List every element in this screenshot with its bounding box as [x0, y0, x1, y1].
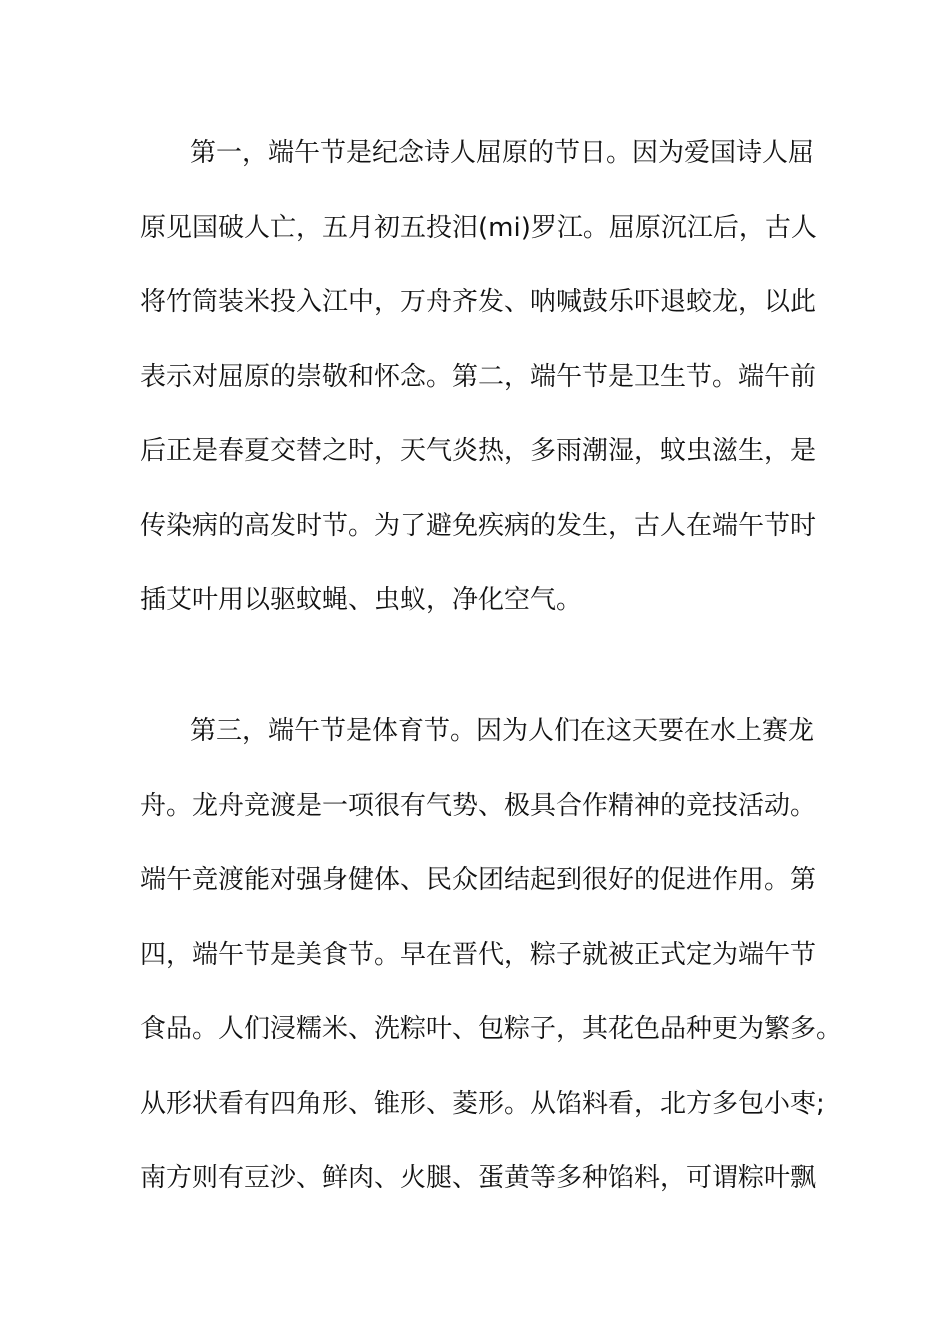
paragraph-1-line-5: 后正是春夏交替之时，天气炎热，多雨潮湿，蚊虫滋生，是: [140, 436, 817, 466]
paragraph-2-line-4: 四，端午节是美食节。早在晋代，粽子就被正式定为端午节: [140, 940, 817, 970]
paragraph-1-line-7: 插艾叶用以驱蚊蝇、虫蚁，净化空气。: [140, 585, 583, 615]
paragraph-2-line-3: 端午竞渡能对强身健体、民众团结起到很好的促进作用。第: [140, 865, 817, 895]
paragraph-1-line-6: 传染病的高发时节。为了避免疾病的发生，古人在端午节时: [140, 511, 817, 541]
paragraph-2-line-7: 南方则有豆沙、鲜肉、火腿、蛋黄等多种馅料，可谓粽叶飘: [140, 1163, 817, 1193]
paragraph-2-line-2: 舟。龙舟竞渡是一项很有气势、极具合作精神的竞技活动。: [140, 791, 817, 821]
paragraph-1-line-1: 第一，端午节是纪念诗人屈原的节日。因为爱国诗人屈: [190, 138, 815, 168]
paragraph-1-line-4: 表示对屈原的崇敬和怀念。第二，端午节是卫生节。端午前: [140, 362, 817, 392]
paragraph-2-line-5: 食品。人们浸糯米、洗粽叶、包粽子，其花色品种更为繁多。: [140, 1014, 843, 1044]
paragraph-2-line-6: 从形状看有四角形、锥形、菱形。从馅料看，北方多包小枣;: [140, 1089, 825, 1119]
paragraph-1-line-3: 将竹筒装米投入江中，万舟齐发、呐喊鼓乐吓退蛟龙，以此: [140, 287, 817, 317]
paragraph-2-line-1: 第三，端午节是体育节。因为人们在这天要在水上赛龙: [190, 716, 815, 746]
paragraph-1-line-2: 原见国破人亡，五月初五投汨(mi)罗江。屈原沉江后，古人: [140, 213, 817, 243]
